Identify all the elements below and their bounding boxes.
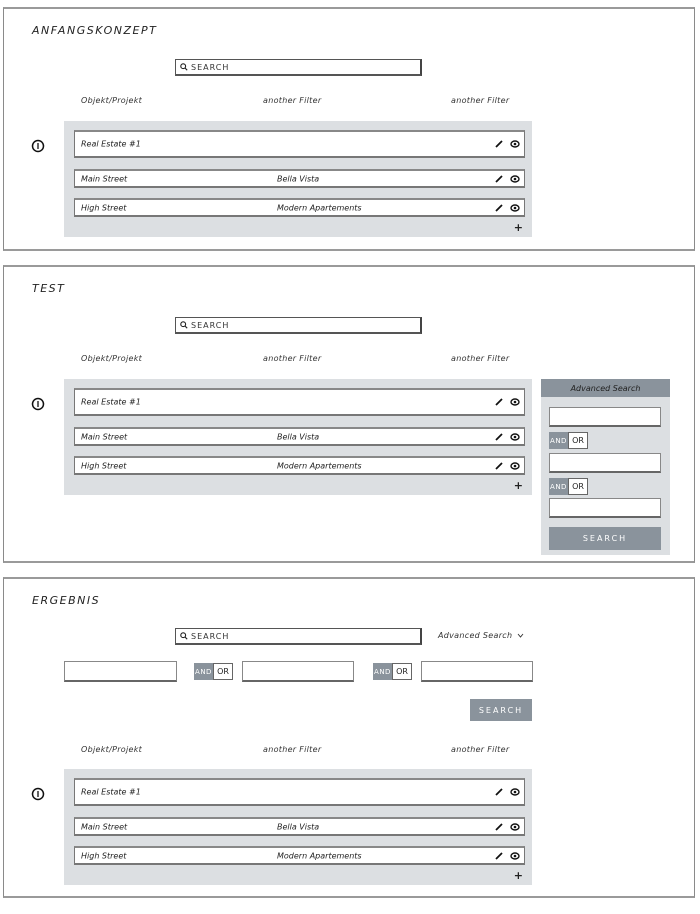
search-placeholder: SEARCH: [191, 62, 230, 72]
row-name: Real Estate #1: [81, 139, 141, 149]
pencil-icon[interactable]: [494, 822, 504, 832]
list-item[interactable]: [74, 198, 525, 217]
and-or-toggle: [194, 663, 233, 680]
row-name: High Street: [81, 203, 127, 212]
pencil-icon[interactable]: [494, 461, 504, 471]
result-list: [64, 379, 532, 495]
eye-icon[interactable]: [510, 432, 520, 442]
advanced-field-1[interactable]: [64, 661, 177, 682]
panel-title: ERGEBNIS: [32, 594, 101, 607]
row-filter: Bella Vista: [277, 822, 320, 831]
or-button[interactable]: OR: [568, 478, 588, 495]
and-or-toggle: [549, 478, 588, 495]
row-filter: Modern Apartements: [277, 851, 362, 860]
or-button[interactable]: OR: [213, 663, 233, 680]
search-icon: [180, 632, 188, 640]
row-name: Main Street: [81, 174, 128, 183]
result-list: [64, 769, 532, 885]
pencil-icon[interactable]: [494, 174, 504, 184]
row-filter: Bella Vista: [277, 432, 320, 441]
row-name: Real Estate #1: [81, 397, 141, 407]
row-name: Real Estate #1: [81, 787, 141, 797]
pencil-icon[interactable]: [494, 787, 504, 797]
info-icon[interactable]: [31, 787, 45, 801]
and-or-toggle: [549, 432, 588, 449]
eye-icon[interactable]: [510, 139, 520, 149]
add-button[interactable]: +: [513, 869, 523, 882]
and-or-toggle: [373, 663, 412, 680]
panel-ergebnis: [3, 577, 695, 898]
column-header-objekt[interactable]: Objekt/Projekt: [81, 745, 143, 754]
eye-icon[interactable]: [510, 461, 520, 471]
column-header-filter-2[interactable]: another Filter: [451, 96, 510, 105]
column-header-objekt[interactable]: Objekt/Projekt: [81, 354, 143, 363]
advanced-field-1[interactable]: [549, 407, 661, 427]
row-name: High Street: [81, 851, 127, 860]
pencil-icon[interactable]: [494, 432, 504, 442]
advanced-field-3[interactable]: [549, 498, 661, 518]
search-input[interactable]: [175, 628, 422, 645]
eye-icon[interactable]: [510, 174, 520, 184]
panel-title: ANFANGSKONZEPT: [32, 24, 158, 37]
and-button[interactable]: AND: [194, 663, 213, 680]
list-item[interactable]: [74, 846, 525, 865]
advanced-search-panel: [541, 379, 670, 555]
search-icon: [180, 63, 188, 71]
advanced-field-2[interactable]: [549, 453, 661, 473]
row-filter: Bella Vista: [277, 174, 320, 183]
pencil-icon[interactable]: [494, 397, 504, 407]
list-item[interactable]: [74, 817, 525, 836]
advanced-field-3[interactable]: [421, 661, 533, 682]
chevron-down-icon: [517, 633, 524, 638]
search-placeholder: SEARCH: [191, 320, 230, 330]
search-placeholder: SEARCH: [191, 631, 230, 641]
advanced-search-toggle-label: Advanced Search: [438, 631, 513, 640]
column-header-filter-1[interactable]: another Filter: [263, 354, 322, 363]
pencil-icon[interactable]: [494, 203, 504, 213]
column-header-filter-2[interactable]: another Filter: [451, 354, 510, 363]
search-input[interactable]: [175, 59, 422, 76]
column-header-filter-1[interactable]: another Filter: [263, 96, 322, 105]
and-button[interactable]: AND: [373, 663, 392, 680]
row-name: Main Street: [81, 432, 128, 441]
search-input[interactable]: [175, 317, 422, 334]
result-list: [64, 121, 532, 237]
info-icon[interactable]: [31, 397, 45, 411]
add-button[interactable]: +: [513, 221, 523, 234]
list-item[interactable]: [74, 778, 525, 806]
list-item[interactable]: [74, 456, 525, 475]
info-icon[interactable]: [31, 139, 45, 153]
eye-icon[interactable]: [510, 851, 520, 861]
advanced-search-button[interactable]: SEARCH: [470, 699, 532, 721]
search-icon: [180, 321, 188, 329]
panel-anfangskonzept: [3, 7, 695, 251]
advanced-search-button[interactable]: SEARCH: [549, 527, 661, 550]
panel-test: [3, 265, 695, 563]
column-header-filter-2[interactable]: another Filter: [451, 745, 510, 754]
eye-icon[interactable]: [510, 822, 520, 832]
and-button[interactable]: AND: [549, 478, 568, 495]
row-filter: Modern Apartements: [277, 461, 362, 470]
panel-title: TEST: [32, 282, 66, 295]
add-button[interactable]: +: [513, 479, 523, 492]
advanced-search-title: Advanced Search: [541, 379, 670, 397]
column-header-objekt[interactable]: Objekt/Projekt: [81, 96, 143, 105]
list-item[interactable]: [74, 169, 525, 188]
eye-icon[interactable]: [510, 203, 520, 213]
or-button[interactable]: OR: [392, 663, 412, 680]
column-header-filter-1[interactable]: another Filter: [263, 745, 322, 754]
list-item[interactable]: [74, 388, 525, 416]
eye-icon[interactable]: [510, 397, 520, 407]
advanced-search-toggle[interactable]: [438, 631, 524, 640]
pencil-icon[interactable]: [494, 851, 504, 861]
pencil-icon[interactable]: [494, 139, 504, 149]
eye-icon[interactable]: [510, 787, 520, 797]
list-item[interactable]: [74, 427, 525, 446]
row-filter: Modern Apartements: [277, 203, 362, 212]
advanced-field-2[interactable]: [242, 661, 354, 682]
row-name: High Street: [81, 461, 127, 470]
or-button[interactable]: OR: [568, 432, 588, 449]
list-item[interactable]: [74, 130, 525, 158]
and-button[interactable]: AND: [549, 432, 568, 449]
row-name: Main Street: [81, 822, 128, 831]
